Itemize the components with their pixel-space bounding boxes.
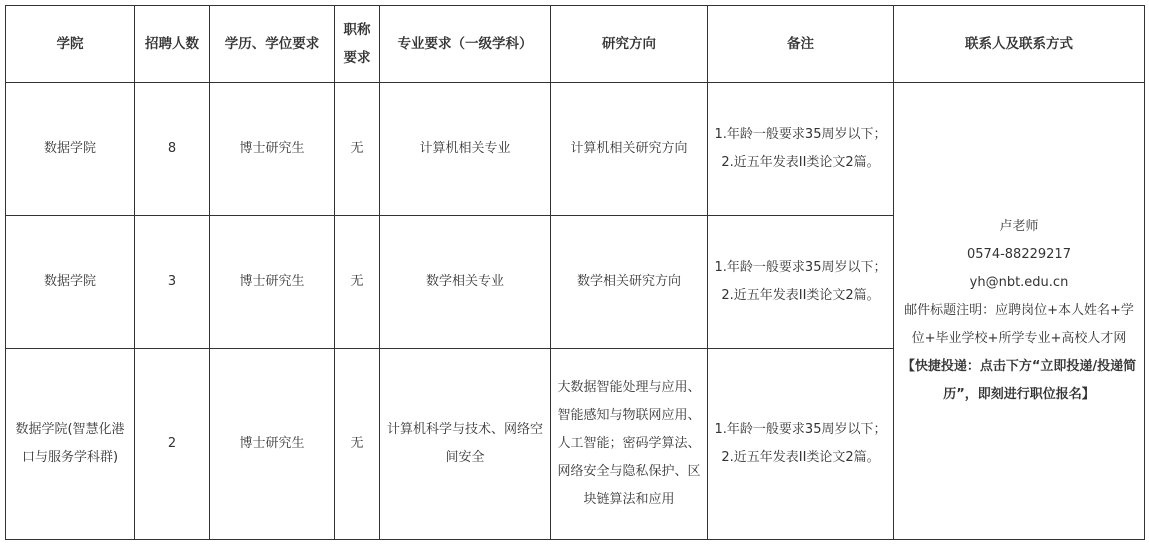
cell-major: 计算机相关专业 [380,83,551,216]
header-degree: 学历、学位要求 [210,6,335,83]
cell-college: 数据学院 [6,216,135,349]
contact-phone: 0574-88229217 [967,247,1071,262]
contact-mail-note: 邮件标题注明：应聘岗位+本人姓名+学位+毕业学校+所学专业+高校人才网 [904,303,1134,346]
cell-notes: 1.年龄一般要求35周岁以下； 2.近五年发表II类论文2篇。 [708,349,894,540]
cell-degree: 博士研究生 [210,349,335,540]
cell-notes: 1.年龄一般要求35周岁以下； 2.近五年发表II类论文2篇。 [708,83,894,216]
cell-research-direction: 计算机相关研究方向 [551,83,708,216]
header-research-direction: 研究方向 [551,6,708,83]
cell-degree: 博士研究生 [210,216,335,349]
cell-research-direction: 大数据智能处理与应用、智能感知与物联网应用、人工智能；密码学算法、网络安全与隐私保护、区块链算法和应用 [551,349,708,540]
cell-college: 数据学院(智慧化港口与服务学科群) [6,349,135,540]
cell-title-requirement: 无 [335,216,380,349]
cell-research-direction: 数学相关研究方向 [551,216,708,349]
header-college: 学院 [6,6,135,83]
header-count: 招聘人数 [135,6,210,83]
header-major: 专业要求（一级学科） [380,6,551,83]
header-row [6,6,1145,83]
contact-email[interactable]: yh@nbt.edu.cn [969,275,1069,290]
header-notes: 备注 [708,6,894,83]
recruitment-table [5,5,1145,540]
cell-count: 2 [135,349,210,540]
cell-degree: 博士研究生 [210,83,335,216]
cell-count: 8 [135,83,210,216]
table-row [6,83,1145,216]
cell-major: 数学相关专业 [380,216,551,349]
cell-title-requirement: 无 [335,349,380,540]
contact-cell [894,83,1145,540]
cell-major: 计算机科学与技术、网络空间安全 [380,349,551,540]
header-contact: 联系人及联系方式 [894,6,1145,83]
cell-title-requirement: 无 [335,83,380,216]
contact-name: 卢老师 [999,219,1039,234]
cell-count: 3 [135,216,210,349]
cell-notes: 1.年龄一般要求35周岁以下； 2.近五年发表II类论文2篇。 [708,216,894,349]
cell-college: 数据学院 [6,83,135,216]
quick-apply-note: 【快捷投递：点击下方“立即投递/投递简历”，即刻进行职位报名】 [901,359,1137,402]
header-title-requirement: 职称要求 [335,6,380,83]
